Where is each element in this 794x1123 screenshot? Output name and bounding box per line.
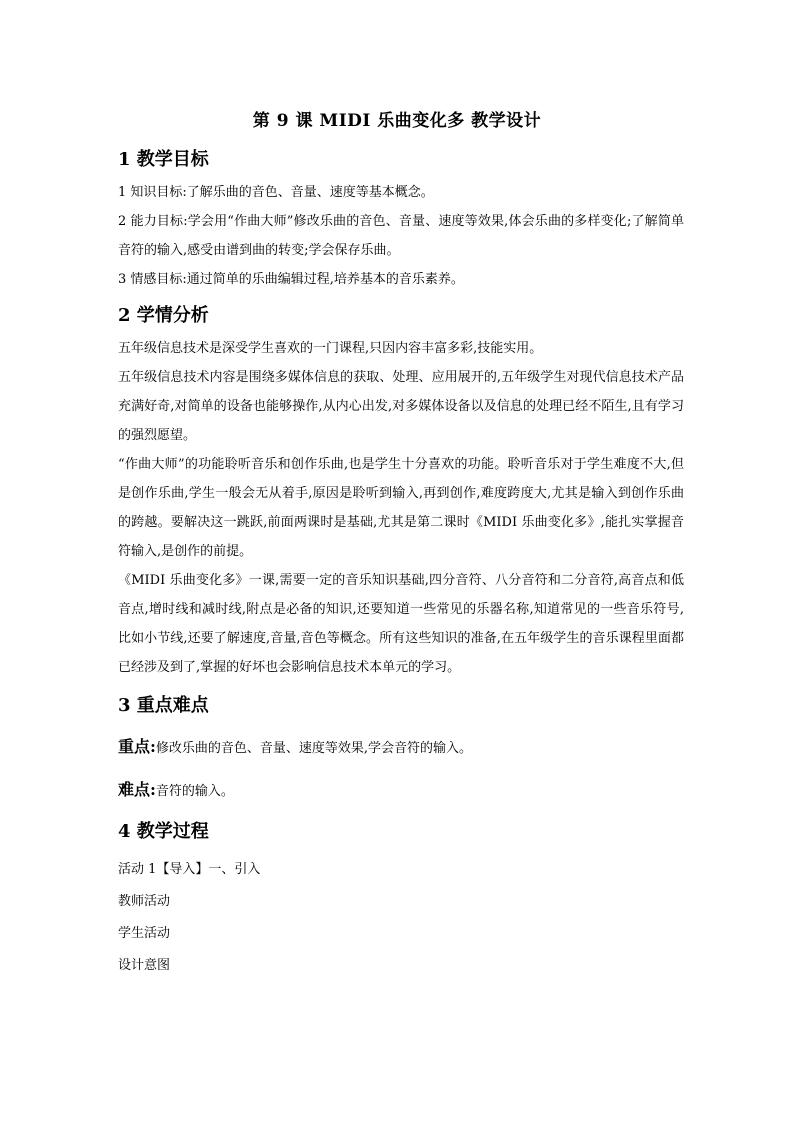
key-point-text: 修改乐曲的音色、音量、速度等效果,学会音符的输入。	[155, 741, 473, 756]
section-heading-teaching-objectives: 1 教学目标	[118, 149, 209, 170]
paragraph-emotion-objective: 3 情感目标:通过简单的乐曲编辑过程,培养基本的音乐素养。	[118, 272, 464, 287]
paragraph-learner-analysis-1: 五年级信息技术是深受学生喜欢的一门课程,只因内容丰富多彩,技能实用。	[118, 341, 543, 356]
document-body	[118, 144, 684, 982]
paragraph-learner-analysis-3: “作曲大师”的功能聆听音乐和创作乐曲,也是学生十分喜欢的功能。聆听音乐对于学生难度不大,但是创作乐曲,学生一般会无从着手,原因是聆听到输入,再到创作,难度跨度大,尤其是输入到创作乐曲的跨越。要解决这一跳跃,前面两课时是基础,尤其是第二课时《MIDI 乐曲变化多》,能扎实掌握音符输入,是创作的前提。	[118, 457, 684, 559]
section-heading-learner-analysis: 2 学情分析	[118, 305, 209, 326]
paragraph-knowledge-objective: 1 知识目标:了解乐曲的音色、音量、速度等基本概念。	[118, 185, 434, 200]
paragraph-learner-analysis-2: 五年级信息技术内容是围绕多媒体信息的获取、处理、应用展开的,五年级学生对现代信息技术产品充满好奇,对简单的设备也能够操作,从内心出发,对多媒体设备以及信息的处理已经不陌生,且有学习的强烈愿望。	[118, 370, 684, 443]
key-point-row	[118, 732, 684, 763]
difficulty-row	[118, 775, 684, 806]
paragraph-learner-analysis-4: 《MIDI 乐曲变化多》一课,需要一定的音乐知识基础,四分音符、八分音符和二分音符,高音点和低音点,增时线和减时线,附点是必备的知识,还要知道一些常见的乐器名称,知道常见的一些音乐符号,比如小节线,还要了解速度,音量,音色等概念。所有这些知识的准备,在五年级学生的音乐课程里面都已经涉及到了,掌握的好坏也会影响信息技术本单元的学习。	[118, 573, 684, 675]
key-point-label: 重点:	[118, 737, 156, 756]
design-intent-line: 设计意图	[118, 958, 171, 973]
student-activity-line: 学生活动	[118, 926, 171, 941]
activity-line: 活动 1【导入】一、引入	[118, 862, 261, 877]
paragraph-ability-objective: 2 能力目标:学会用“作曲大师”修改乐曲的音色、音量、速度等效果,体会乐曲的多样变化;了解简单音符的输入,感受由谱到曲的转变;学会保存乐曲。	[118, 214, 684, 258]
teacher-activity-line: 教师活动	[118, 894, 171, 909]
section-heading-teaching-process: 4 教学过程	[118, 821, 209, 842]
difficulty-label: 难点:	[118, 780, 156, 799]
section-heading-key-points: 3 重点难点	[118, 695, 209, 716]
difficulty-text: 音符的输入。	[155, 784, 234, 799]
page-title: 第 9 课 MIDI 乐曲变化多 教学设计	[252, 111, 542, 131]
